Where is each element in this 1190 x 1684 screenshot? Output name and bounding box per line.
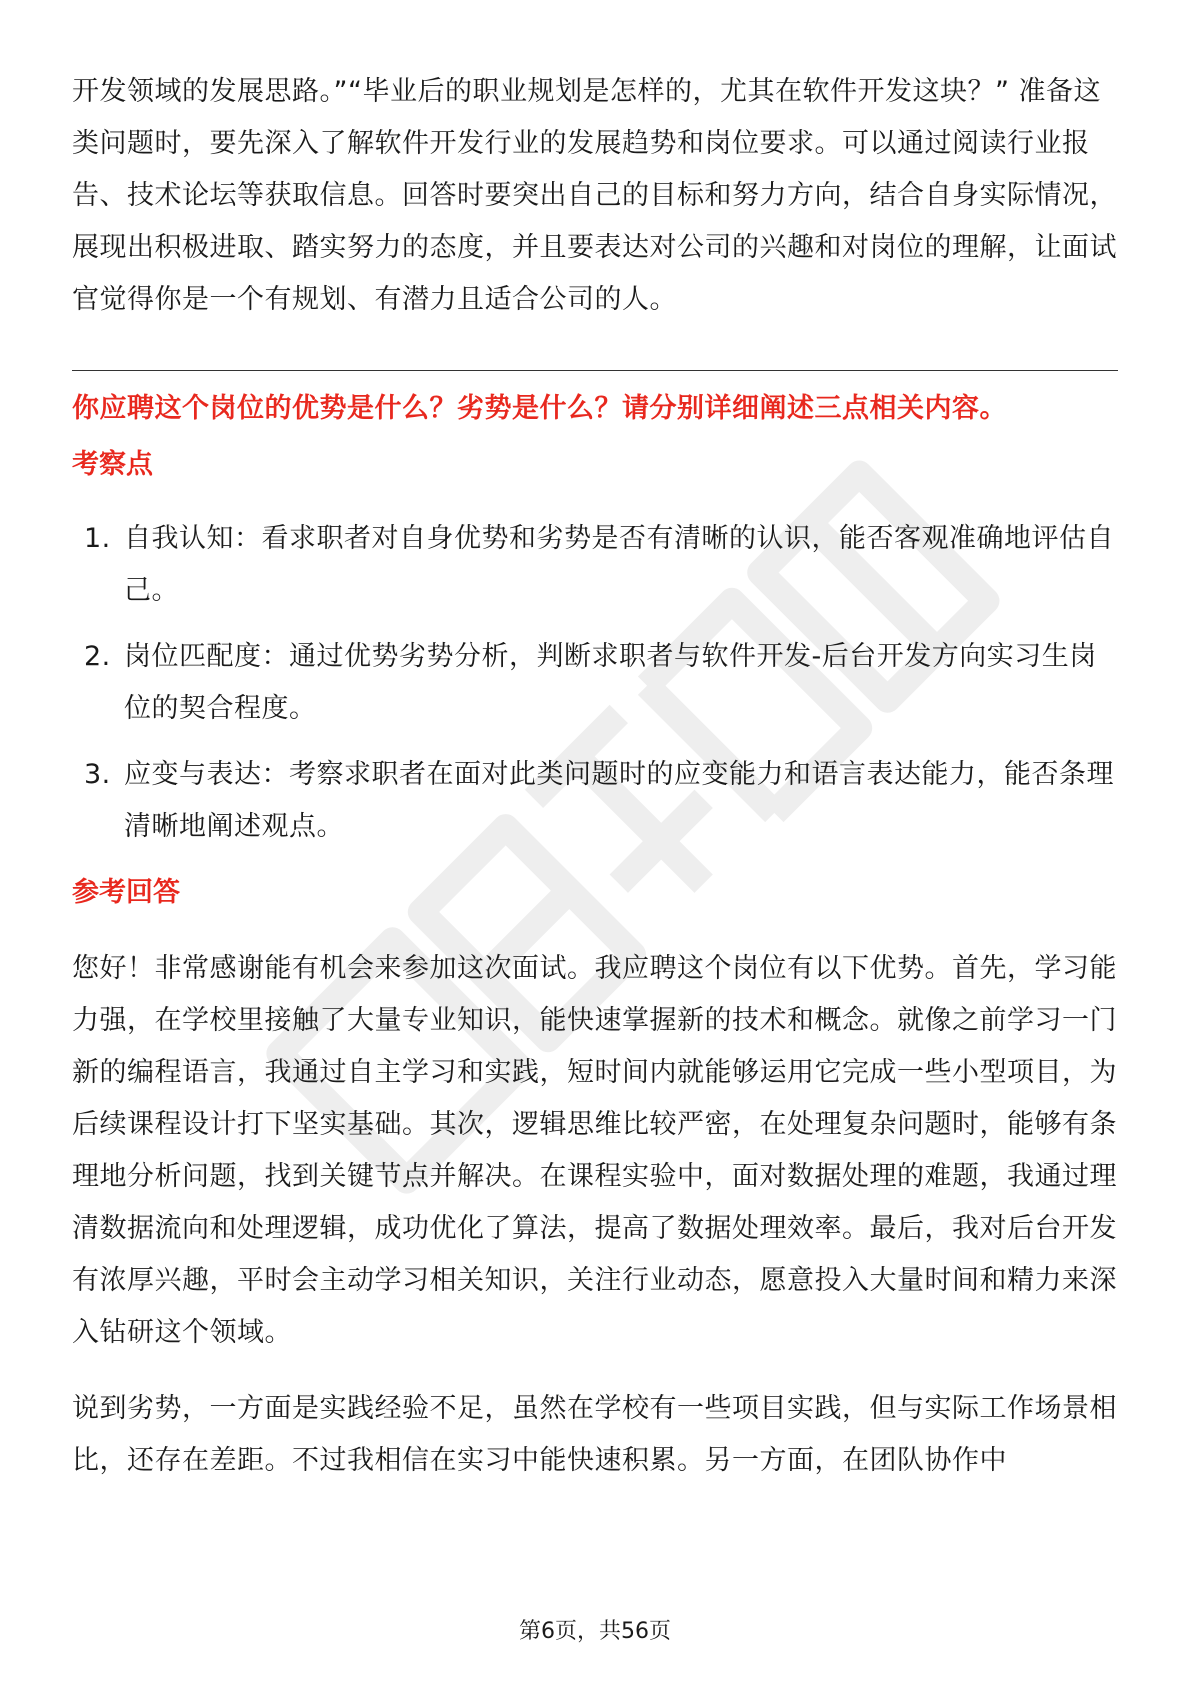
list-item-text: 自我认知：看求职者对自身优势和劣势是否有清晰的认识，能否客观准确地评估自己。 [124,523,1114,606]
question-heading: 你应聘这个岗位的优势是什么？劣势是什么？请分别详细阐述三点相关内容。 [72,393,1007,424]
answer-paragraph-1: 您好！非常感谢能有机会来参加这次面试。我应聘这个岗位有以下优势。首先，学习能力强，在学校里接触了大量专业知识，能快速掌握新的技术和概念。就像之前学习一门新的编程语言，我通过自主学习和实践，短时间内就能够运用它完成一些小型项目，为后续课程设计打下坚实基础。其次，逻辑思维比较严密，在处理复杂问题时，能够有条理地分析问题，找到关键节点并解决。在课程实验中，面对数据处理的难题，我通过理清数据流向和处理逻辑，成功优化了算法，提高了数据处理效率。最后，我对后台开发有浓厚兴趣，平时会主动学习相关知识，关注行业动态，愿意投入大量时间和精力来深入钻研这个领域。 [72,953,1117,1348]
intro-paragraph: 开发领域的发展思路。”“毕业后的职业规划是怎样的，尤其在软件开发这块？” 准备这类问题时，要先深入了解软件开发行业的发展趋势和岗位要求。可以通过阅读行业报告、技术论坛等获取信息。回答时要突出自己的目标和努力方向，结合自身实际情况，展现出积极进取、踏实努力的态度，并且要表达对公司的兴趣和对岗位的理解，让面试官觉得你是一个有规划、有潜力且适合公司的人。 [72,76,1117,315]
document-content [72,66,1118,1487]
list-item-number: 3. [84,759,111,790]
section-divider [72,370,1118,371]
list-item-number: 2. [84,641,111,672]
list-item [72,631,1118,735]
list-item [72,749,1118,853]
list-item-text: 岗位匹配度：通过优势劣势分析，判断求职者与软件开发-后台开发方向实习生岗位的契合程度。 [124,641,1097,724]
reference-answer-heading: 参考回答 [72,877,180,908]
list-item-number: 1. [84,523,111,554]
list-item [72,513,1118,617]
list-item-text: 应变与表达：考察求职者在面对此类问题时的应变能力和语言表达能力，能否条理清晰地阐述观点。 [124,759,1114,842]
assessment-heading: 考察点 [72,449,153,480]
page-footer: 第6页，共56页 [519,1619,671,1644]
answer-paragraph-2: 说到劣势，一方面是实践经验不足，虽然在学校有一些项目实践，但与实际工作场景相比，还存在差距。不过我相信在实习中能快速积累。另一方面，在团队协作中 [72,1393,1117,1476]
assessment-list [72,513,1118,853]
